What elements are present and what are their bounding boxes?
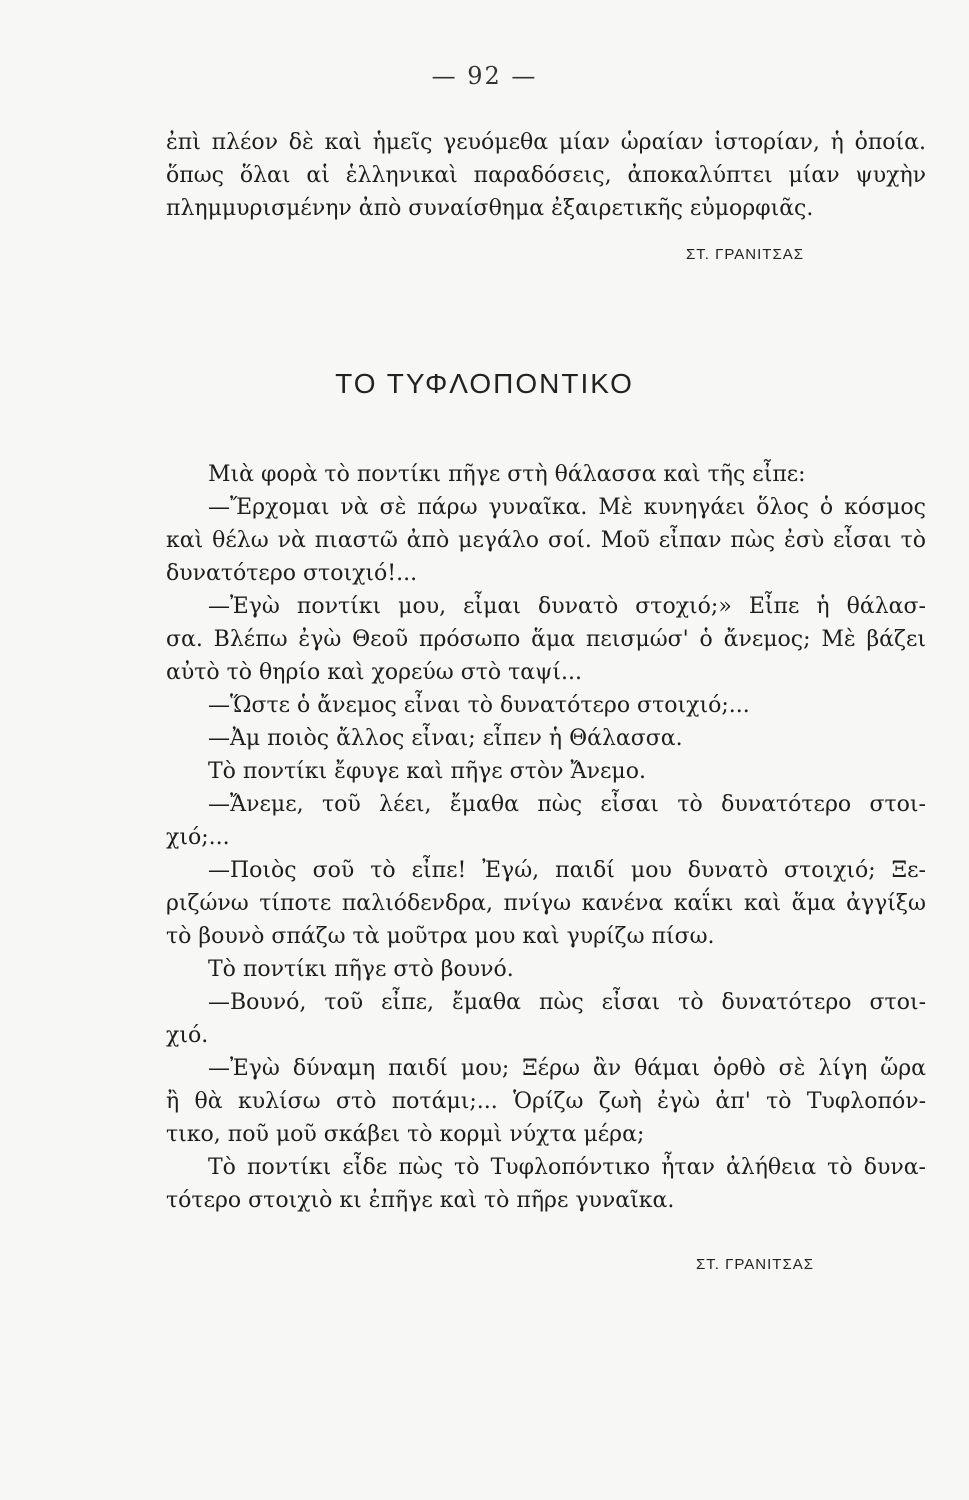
story-line: ἢ θὰ κυλίσω στὸ ποτάμι;... Ὁρίζω ζωὴ ἐγὼ ἀπ' τὸ Τυφλοπόν- [166,1089,926,1114]
story-line: —Ποιὸς σοῦ τὸ εἶπε! Ἐγώ, παιδί μου δυνατὸ στοιχιό; Ξε- [208,858,926,883]
intro-line: ὅπως ὅλαι αἱ ἑλληνικαὶ παραδόσεις, ἀποκαλύπτει μίαν ψυχὴν [166,163,926,188]
story-line: Τὸ ποντίκι εἶδε πὼς τὸ Τυφλοπόντικο ἦταν ἀλήθεια τὸ δυνα- [208,1155,926,1180]
intro-line: πλημμυρισμένην ἀπὸ συναίσθημα ἐξαιρετικῆς εὐμορφιᾶς. [166,196,814,221]
story-line: δυνατότερο στοιχιό!... [166,561,418,586]
story-line: Τὸ ποντίκι πῆγε στὸ βουνό. [208,957,514,982]
story-line: —Βουνό, τοῦ εἶπε, ἔμαθα πὼς εἶσαι τὸ δυνατότερο στοι- [208,990,926,1015]
story-line: ριζώνω τίποτε παλιόδενδρα, πνίγω κανένα καΐκι καὶ ἅμα ἀγγίξω [166,891,926,916]
story-line: —Ὥστε ὁ ἄνεμος εἶναι τὸ δυνατότερο στοιχιό;... [208,693,750,718]
story-line: τότερο στοιχιὸ κι ἐπῆγε καὶ τὸ πῆρε γυναῖκα. [166,1188,675,1213]
story-body [166,458,926,1217]
story-line: —Ἐγὼ ποντίκι μου, εἶμαι δυνατὸ στοχιό;» Εἶπε ἡ θάλασ- [208,594,926,619]
story-title: ΤΟ ΤΥΦΛΟΠΟΝΤΙΚΟ [335,368,634,399]
story-line: χιό;... [166,825,230,850]
intro-line: ἐπὶ πλέον δὲ καὶ ἡμεῖς γευόμεθα μίαν ὡραίαν ἱστορίαν, ἡ ὁποία. [166,130,926,155]
story-line: —Ἔρχομαι νὰ σὲ πάρω γυναῖκα. Μὲ κυνηγάει ὅλος ὁ κόσμος [208,495,926,520]
page-number: — 92 — [431,62,538,90]
story-line: Τὸ ποντίκι ἔφυγε καὶ πῆγε στὸν Ἄνεμο. [208,759,646,784]
story-line: χιό. [166,1023,209,1048]
story-signature: ΣΤ. ΓΡΑΝΙΤΣΑΣ [696,1256,814,1273]
story-line: —Ἄνεμε, τοῦ λέει, ἔμαθα πὼς εἶσαι τὸ δυνατότερο στοι- [208,792,926,817]
intro-signature: ΣΤ. ΓΡΑΝΙΤΣΑΣ [686,246,804,263]
story-line: —Ἐγὼ δύναμη παιδί μου; Ξέρω ἂν θάμαι ὀρθὸ σὲ λίγη ὥρα [208,1056,926,1081]
story-line: σα. Βλέπω ἐγὼ Θεοῦ πρόσωπο ἅμα πεισμώσ' ὁ ἄνεμος; Μὲ βάζει [166,627,926,652]
story-line: τὸ βουνὸ σπάζω τὰ μοῦτρα μου καὶ γυρίζω πίσω. [166,924,715,949]
story-line: Μιὰ φορὰ τὸ ποντίκι πῆγε στὴ θάλασσα καὶ τῆς εἶπε: [208,462,806,487]
story-line: τικο, ποῦ μοῦ σκάβει τὸ κορμὶ νύχτα μέρα; [166,1122,645,1147]
story-line: αὐτὸ τὸ θηρίο καὶ χορεύω στὸ ταψί... [166,660,583,685]
intro-paragraph [166,126,926,225]
story-line: —Ἀμ ποιὸς ἄλλος εἶναι; εἶπεν ἡ Θάλασσα. [208,726,683,751]
story-line: καὶ θέλω νὰ πιαστῶ ἀπὸ μεγάλο σοί. Μοῦ εἶπαν πὼς ἐσὺ εἶσαι τὸ [166,528,926,553]
